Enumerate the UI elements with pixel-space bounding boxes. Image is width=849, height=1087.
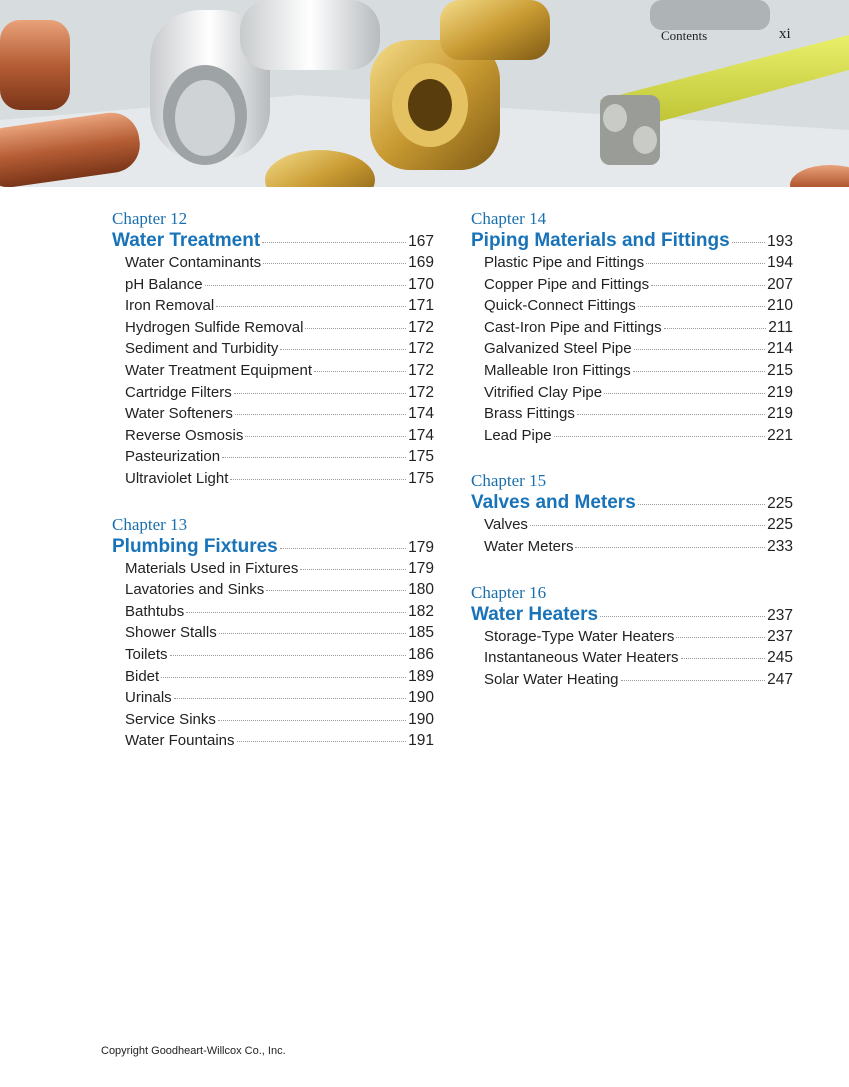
entry-page-number: 170 — [408, 275, 434, 293]
toc-left-column — [112, 208, 434, 776]
toc-entry[interactable] — [471, 425, 793, 447]
page-number: xi — [779, 26, 791, 42]
chapter-number: Chapter 15 — [471, 471, 547, 491]
entry-page-number: 210 — [767, 297, 793, 315]
toc-entry[interactable] — [471, 295, 793, 317]
dot-leader — [262, 242, 406, 243]
entry-page-number: 179 — [408, 559, 434, 577]
dot-leader — [621, 680, 766, 681]
toc-entry[interactable] — [112, 579, 434, 601]
entry-page-number: 189 — [408, 667, 434, 685]
entry-page-number: 207 — [767, 275, 793, 293]
toc-entry[interactable] — [471, 669, 793, 691]
entry-title[interactable]: Bathtubs — [125, 602, 185, 620]
toc-entry[interactable] — [112, 403, 434, 425]
dot-leader — [216, 306, 406, 307]
entry-page-number: 182 — [408, 602, 434, 620]
toc-entry[interactable] — [112, 382, 434, 404]
toc-entry[interactable] — [471, 403, 793, 425]
entry-page-number: 215 — [767, 361, 793, 379]
entry-page-number: 172 — [408, 361, 434, 379]
entry-title[interactable]: Lead Pipe — [484, 426, 552, 444]
entry-title[interactable]: Storage-Type Water Heaters — [484, 627, 675, 645]
entry-page-number: 169 — [408, 254, 434, 271]
entry-page-number: 214 — [767, 340, 793, 358]
entry-page-number: 172 — [408, 340, 434, 358]
entry-title[interactable]: Water Fountains — [125, 732, 235, 750]
dot-leader — [575, 547, 765, 548]
toc-entry[interactable] — [112, 252, 434, 274]
chapter-page-number: 179 — [408, 538, 434, 556]
chapter-block — [112, 208, 434, 490]
toc-entry[interactable] — [112, 558, 434, 580]
toc-entry[interactable] — [112, 601, 434, 623]
chapter-title[interactable]: Water Heaters — [471, 603, 599, 625]
entry-page-number: 172 — [408, 383, 434, 401]
dot-leader — [161, 677, 406, 678]
toc-entry[interactable] — [112, 317, 434, 339]
entry-page-number: 233 — [767, 537, 793, 555]
chapter-number: Chapter 14 — [471, 209, 547, 228]
dot-leader — [218, 720, 406, 721]
toc-entry[interactable] — [471, 647, 793, 669]
dot-leader — [300, 569, 406, 570]
entry-title[interactable]: Pasteurization — [125, 448, 221, 466]
entry-page-number: 211 — [768, 318, 793, 336]
entry-page-number: 174 — [408, 426, 434, 444]
dot-leader — [314, 371, 406, 372]
header-banner-image — [0, 0, 849, 187]
chapter-title-row[interactable] — [112, 230, 434, 252]
toc-entry[interactable] — [112, 338, 434, 360]
entry-title[interactable]: Bidet — [125, 667, 160, 685]
toc-entry[interactable] — [112, 446, 434, 468]
toc-entry[interactable] — [471, 514, 793, 536]
entry-title[interactable]: Hydrogen Sulfide Removal — [125, 318, 304, 336]
chapter-block — [471, 208, 793, 446]
dot-leader — [651, 285, 765, 286]
dot-leader — [235, 414, 406, 415]
entry-page-number: 194 — [767, 254, 793, 271]
dot-leader — [266, 590, 406, 591]
entry-title[interactable]: Brass Fittings — [484, 405, 575, 423]
toc-entry[interactable] — [112, 644, 434, 666]
entry-page-number: 237 — [767, 627, 793, 645]
toc-entry[interactable] — [471, 274, 793, 296]
dot-leader — [245, 436, 406, 437]
entry-title[interactable]: Ultraviolet Light — [125, 469, 229, 487]
toc-entry[interactable] — [112, 468, 434, 490]
chapter-page-number: 193 — [767, 233, 793, 250]
toc-entry[interactable] — [112, 360, 434, 382]
entry-page-number: 175 — [408, 448, 434, 466]
entry-title[interactable]: Water Contaminants — [125, 254, 262, 271]
entry-page-number: 175 — [408, 469, 434, 487]
entry-title[interactable]: Shower Stalls — [125, 624, 217, 642]
plumbing-fittings-photo-icon — [0, 0, 849, 187]
toc-entry[interactable] — [112, 730, 434, 752]
chapter-page-number: 237 — [767, 606, 793, 624]
entry-title[interactable]: Plastic Pipe and Fittings — [484, 254, 645, 271]
dot-leader — [219, 633, 406, 634]
chapter-block — [471, 582, 793, 691]
chapter-number: Chapter 12 — [112, 209, 188, 228]
dot-leader — [634, 349, 766, 350]
chapter-number: Chapter 13 — [112, 514, 188, 534]
entry-title[interactable]: Cast-Iron Pipe and Fittings — [484, 318, 662, 336]
dot-leader — [664, 328, 767, 329]
entry-title[interactable]: Lavatories and Sinks — [125, 581, 265, 599]
entry-page-number: 221 — [767, 426, 793, 444]
chapter-block — [471, 470, 793, 557]
entry-title[interactable]: Urinals — [125, 689, 172, 707]
toc-entry[interactable] — [112, 687, 434, 709]
dot-leader — [186, 612, 406, 613]
chapter-title[interactable]: Piping Materials and Fittings — [471, 230, 730, 251]
toc-entry[interactable] — [112, 709, 434, 731]
dot-leader — [280, 349, 406, 350]
toc-right-column — [471, 208, 793, 714]
entry-title[interactable]: Vitrified Clay Pipe — [484, 383, 603, 401]
dot-leader — [174, 698, 406, 699]
dot-leader — [230, 479, 406, 480]
entry-title[interactable]: Copper Pipe and Fittings — [484, 275, 650, 293]
dot-leader — [604, 393, 765, 394]
dot-leader — [305, 328, 406, 329]
entry-page-number: 219 — [767, 383, 793, 401]
entry-page-number: 171 — [408, 297, 434, 315]
chapter-page-number: 225 — [767, 495, 793, 513]
entry-title[interactable]: Malleable Iron Fittings — [484, 361, 631, 379]
entry-title[interactable]: Solar Water Heating — [484, 670, 619, 688]
toc-entry[interactable] — [471, 338, 793, 360]
dot-leader — [681, 658, 766, 659]
chapter-title[interactable]: Plumbing Fixtures — [112, 535, 278, 557]
toc-entry[interactable] — [112, 425, 434, 447]
dot-leader — [638, 504, 765, 505]
entry-title[interactable]: Toilets — [125, 645, 168, 663]
chapter-title[interactable]: Water Treatment — [112, 230, 261, 251]
entry-page-number: 185 — [408, 624, 434, 642]
dot-leader — [676, 637, 765, 638]
dot-leader — [234, 393, 406, 394]
entry-title[interactable]: pH Balance — [125, 275, 203, 293]
toc-entry[interactable] — [471, 317, 793, 339]
entry-title[interactable]: Cartridge Filters — [125, 383, 232, 401]
dot-leader — [530, 525, 765, 526]
entry-title[interactable]: Reverse Osmosis — [125, 426, 244, 444]
toc-entry[interactable] — [112, 666, 434, 688]
dot-leader — [600, 616, 765, 617]
dot-leader — [732, 242, 765, 243]
entry-page-number: 172 — [408, 318, 434, 336]
entry-title[interactable]: Instantaneous Water Heaters — [484, 649, 679, 667]
entry-title[interactable]: Water Softeners — [125, 405, 233, 423]
dot-leader — [205, 285, 407, 286]
entry-title[interactable]: Water Treatment Equipment — [125, 361, 313, 379]
dot-leader — [280, 548, 406, 549]
entry-page-number: 245 — [767, 649, 793, 667]
toc-entry[interactable] — [112, 295, 434, 317]
toc-entry[interactable] — [471, 626, 793, 648]
entry-page-number: 180 — [408, 581, 434, 599]
toc-entry[interactable] — [471, 536, 793, 558]
entry-title[interactable]: Valves — [484, 516, 528, 534]
entry-title[interactable]: Quick-Connect Fittings — [484, 297, 636, 315]
entry-title[interactable]: Galvanized Steel Pipe — [484, 340, 632, 358]
toc-entry[interactable] — [471, 382, 793, 404]
dot-leader — [554, 436, 766, 437]
entry-page-number: 219 — [767, 405, 793, 423]
chapter-title[interactable]: Valves and Meters — [471, 492, 636, 514]
entry-page-number: 190 — [408, 689, 434, 707]
entry-title[interactable]: Service Sinks — [125, 710, 216, 728]
chapter-title-row[interactable] — [112, 536, 434, 558]
entry-page-number: 174 — [408, 405, 434, 423]
toc-entry[interactable] — [471, 360, 793, 382]
entry-page-number: 225 — [767, 516, 793, 534]
dot-leader — [170, 655, 407, 656]
dot-leader — [577, 414, 765, 415]
dot-leader — [633, 371, 765, 372]
chapter-block — [112, 514, 434, 752]
entry-page-number: 186 — [408, 645, 434, 663]
dot-leader — [237, 741, 407, 742]
entry-title[interactable]: Iron Removal — [125, 297, 215, 315]
entry-page-number: 191 — [408, 732, 434, 750]
dot-leader — [263, 263, 406, 264]
running-head: Contents — [661, 28, 708, 43]
toc-entry[interactable] — [112, 274, 434, 296]
chapter-title-row[interactable] — [471, 492, 793, 514]
chapter-number: Chapter 16 — [471, 582, 547, 602]
toc-entry[interactable] — [471, 252, 793, 274]
entry-title[interactable]: Water Meters — [484, 537, 574, 555]
dot-leader — [646, 263, 765, 264]
entry-page-number: 190 — [408, 710, 434, 728]
copyright-notice: Copyright Goodheart-Willcox Co., Inc. — [101, 1045, 286, 1057]
dot-leader — [638, 306, 765, 307]
entry-page-number: 247 — [767, 670, 793, 688]
entry-title[interactable]: Sediment and Turbidity — [125, 340, 279, 358]
chapter-title-row[interactable] — [471, 230, 793, 252]
entry-title[interactable]: Materials Used in Fixtures — [125, 559, 299, 577]
toc-entry[interactable] — [112, 622, 434, 644]
chapter-page-number: 167 — [408, 233, 434, 250]
chapter-title-row[interactable] — [471, 604, 793, 626]
dot-leader — [222, 457, 406, 458]
